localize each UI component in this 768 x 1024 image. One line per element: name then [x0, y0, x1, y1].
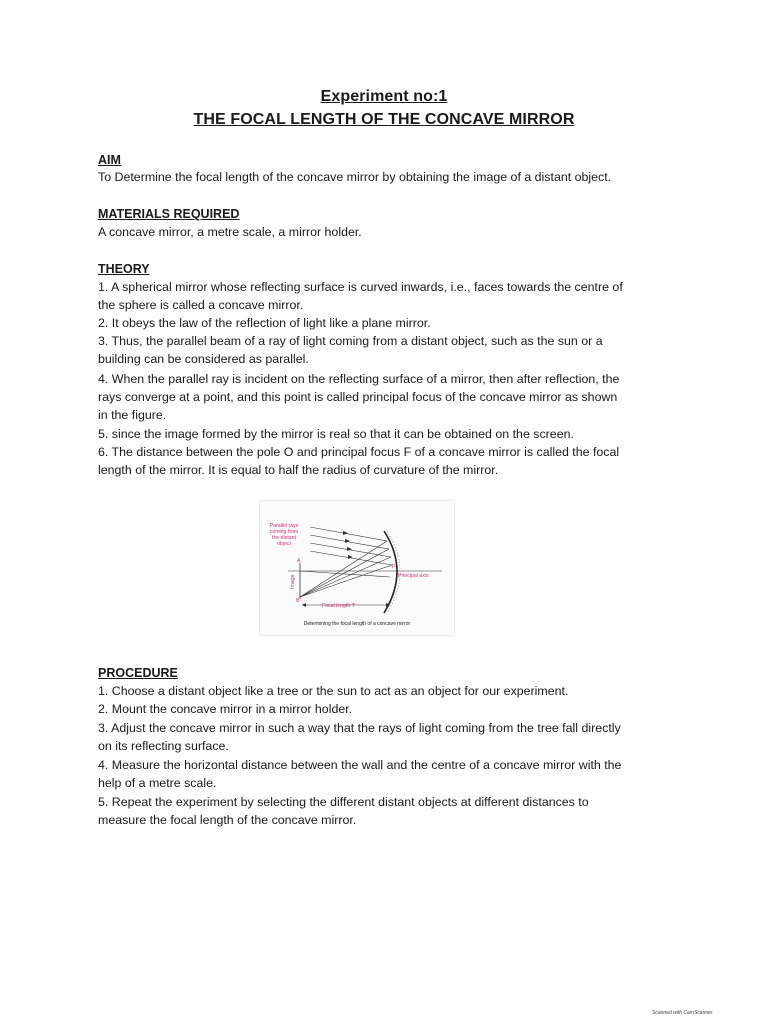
- scanner-watermark: Scanned with CamScanner: [652, 1010, 713, 1016]
- page-title: Experiment no:1: [320, 88, 448, 105]
- focal-length-label: Focal length 'f': [322, 603, 356, 609]
- theory-line: rays converge at a point, and this point is called principal focus of the concave mirror as shown: [98, 390, 618, 404]
- procedure-line: help of a metre scale.: [98, 776, 217, 790]
- image-label: Image: [290, 574, 296, 589]
- procedure-line: 5. Repeat the experiment by selecting the different distant objects at different distances to: [98, 795, 589, 809]
- theory-line: 6. The distance between the pole O and principal focus F of a concave mirror is called the focal: [98, 445, 620, 459]
- procedure-line: 3. Adjust the concave mirror in such a way that the rays of light coming from the tree fall directly: [98, 721, 621, 735]
- concave-mirror-figure: [259, 500, 455, 636]
- rays-label-4: object: [277, 541, 291, 547]
- theory-line: 2. It obeys the law of the reflection of light like a plane mirror.: [98, 316, 431, 330]
- principal-axis-label: Principal axis: [398, 573, 429, 579]
- procedure-heading: PROCEDURE: [98, 666, 178, 680]
- incoming-rays: [300, 527, 392, 597]
- theory-line: 3. Thus, the parallel beam of a ray of light coming from a distant object, such as the sun or a: [98, 334, 603, 348]
- theory-line: 5. since the image formed by the mirror is real so that it can be obtained on the screen.: [98, 427, 574, 441]
- point-p-label: P: [392, 564, 396, 570]
- aim-text: To Determine the focal length of the concave mirror by obtaining the image of a distant object.: [98, 170, 612, 184]
- point-a-label: A: [297, 558, 301, 564]
- theory-line: the sphere is called a concave mirror.: [98, 298, 304, 312]
- page-subtitle: THE FOCAL LENGTH OF THE CONCAVE MIRROR: [193, 111, 575, 128]
- theory-heading: THEORY: [98, 262, 150, 276]
- procedure-line: on its reflecting surface.: [98, 739, 229, 753]
- theory-line: in the figure.: [98, 408, 167, 422]
- mirror-arc: [384, 531, 397, 613]
- ray-arrows: [343, 531, 353, 559]
- materials-heading: MATERIALS REQUIRED: [98, 207, 240, 221]
- theory-line: 4. When the parallel ray is incident on the reflecting surface of a mirror, then after reflection, the: [98, 372, 620, 386]
- procedure-line: 2. Mount the concave mirror in a mirror holder.: [98, 702, 353, 716]
- ray-diagram: [260, 501, 454, 635]
- procedure-line: measure the focal length of the concave mirror.: [98, 813, 357, 827]
- rays-label-3: the distant: [272, 535, 296, 541]
- procedure-line: 1. Choose a distant object like a tree or the sun to act as an object for our experiment.: [98, 684, 569, 698]
- rays-label-2: coming from: [269, 529, 299, 535]
- theory-line: 1. A spherical mirror whose reflecting surface is curved inwards, i.e., faces towards the centre of: [98, 280, 623, 294]
- aim-heading: AIM: [98, 153, 121, 167]
- materials-text: A concave mirror, a metre scale, a mirror holder.: [98, 225, 362, 239]
- procedure-line: 4. Measure the horizontal distance between the wall and the centre of a concave mirror with the: [98, 758, 622, 772]
- figure-caption: Determining the focal length of a concave mirror: [303, 621, 411, 627]
- point-b-label: B: [296, 598, 300, 604]
- theory-line: length of the mirror. It is equal to half the radius of curvature of the mirror.: [98, 463, 499, 477]
- theory-line: building can be considered as parallel.: [98, 352, 309, 366]
- rays-label-1: Parallel rays: [269, 523, 299, 529]
